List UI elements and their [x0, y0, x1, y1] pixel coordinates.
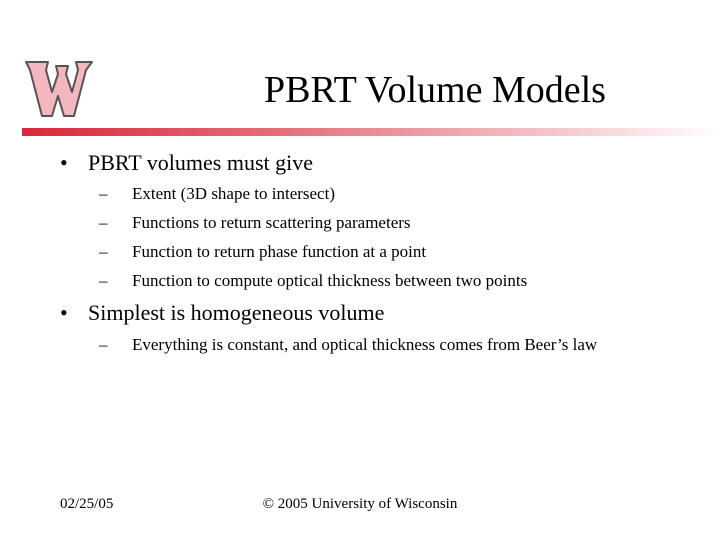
sub-bullet-item [99, 270, 527, 292]
sub-bullet-item [99, 183, 335, 205]
sub-bullet-item [99, 212, 411, 234]
title-underline [22, 128, 720, 136]
sub-bullet-item [99, 334, 597, 356]
bullet-icon: • [60, 300, 68, 325]
sub-bullet-text: Function to compute optical thickness between two points [132, 271, 528, 290]
dash-icon: – [99, 335, 108, 354]
logo [22, 56, 94, 124]
footer-date: 02/25/05 [60, 496, 114, 512]
dash-icon: – [99, 184, 108, 203]
slide-title: PBRT Volume Models [264, 69, 606, 111]
bullet-text: Simplest is homogeneous volume [88, 300, 385, 325]
bullet-text: PBRT volumes must give [88, 150, 314, 175]
dash-icon: – [99, 242, 108, 261]
sub-bullet-text: Everything is constant, and optical thickness comes from Beer’s law [132, 335, 598, 354]
sub-bullet-text: Extent (3D shape to intersect) [132, 184, 335, 203]
bullet-item-1 [60, 150, 313, 176]
sub-bullet-text: Functions to return scattering parameters [132, 213, 411, 232]
dash-icon: – [99, 271, 108, 290]
bullet-item-2 [60, 300, 384, 326]
dash-icon: – [99, 213, 108, 232]
bullet-icon: • [60, 150, 68, 175]
w-logo-icon [26, 62, 92, 116]
footer-copyright: © 2005 University of Wisconsin [262, 496, 458, 512]
sub-bullet-text: Function to return phase function at a point [132, 242, 427, 261]
sub-bullet-item [99, 241, 426, 263]
